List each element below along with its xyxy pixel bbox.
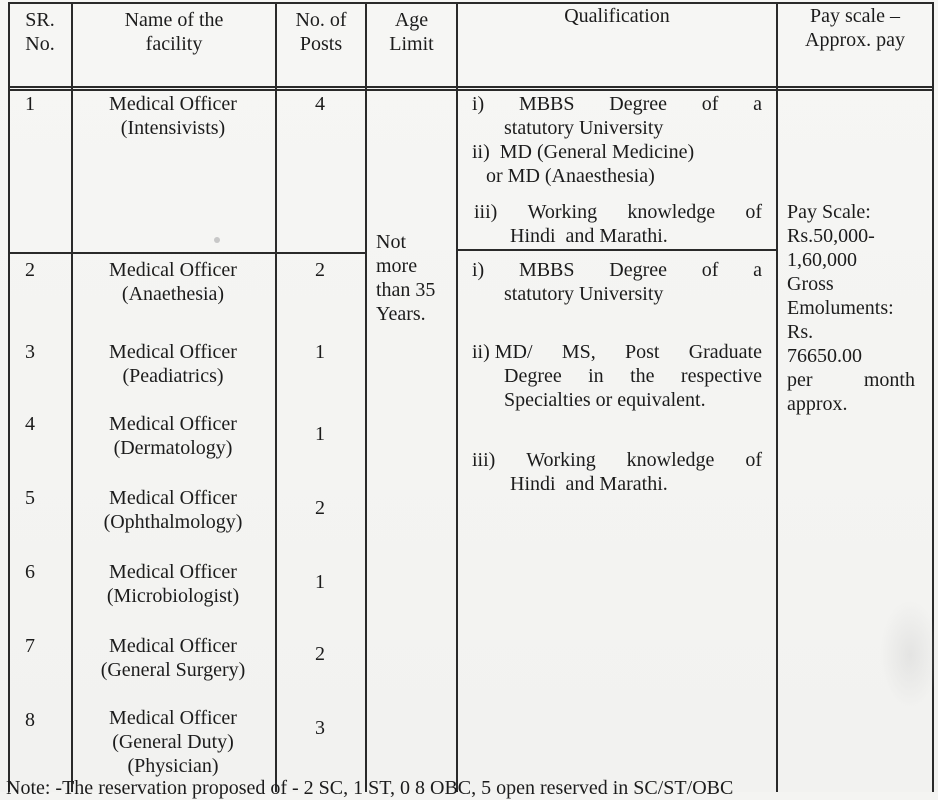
age-limit [376,230,454,326]
qual2-ii-word: Post [624,341,660,363]
facility-6-line2: (Microbiologist) [106,585,240,607]
qual2-iii-line1 [472,448,762,472]
qual2-iii-word: iii) [472,449,496,471]
facility-5-line1: Medical Officer [109,487,237,509]
qual2-iii-line2: Hindi and Marathi. [510,473,668,495]
qual-divider [456,249,776,251]
row-divider-1 [8,252,366,254]
pay-line-6: Rs. [787,321,814,343]
facility-8-line3: (Physician) [127,755,219,777]
facility-7 [73,634,273,682]
qual2-ii-line2 [504,364,762,388]
facility-4-line2: (Dermatology) [113,437,233,459]
qual2-iii-word: knowledge [626,449,715,471]
header-name [73,8,275,56]
facility-7-line2: (General Surgery) [100,659,246,681]
qual2-ii-word: respective [680,365,762,387]
qual2-i-line2: statutory University [504,283,664,305]
qual2-ii-word: in [588,365,604,387]
age-limit-line4: Years. [376,303,426,325]
pay-line-8 [787,368,915,392]
sr-6: 6 [25,561,35,583]
qual2-i-line1 [472,258,762,282]
facility-3-line2: (Peadiatrics) [122,365,224,387]
col-line-2 [275,2,277,792]
header-name-line1: Name of the [124,9,224,31]
sr-5: 5 [25,487,35,509]
qual2-ii-line1 [472,340,762,364]
header-divider-2 [8,89,934,91]
header-age [367,8,456,56]
facility-7-line1: Medical Officer [109,635,237,657]
sr-8: 8 [25,709,35,731]
qual2-iii-word: Working [526,449,596,471]
col-line-3 [365,2,367,792]
header-divider [8,86,934,88]
facility-3-line1: Medical Officer [109,341,237,363]
posts-5: 2 [315,497,325,519]
facility-1-line1: Medical Officer [109,93,237,115]
facility-5-line2: (Ophthalmology) [103,511,243,533]
facility-8 [73,706,273,778]
scan-smudge [880,600,938,710]
qual1-i-word: a [753,93,762,115]
pay-line-4: Gross [787,273,834,295]
facility-2-line1: Medical Officer [109,259,237,281]
facility-2 [73,258,273,306]
header-age-line1: Age [394,9,429,31]
facility-3 [73,340,273,388]
facility-4-line1: Medical Officer [109,413,237,435]
posts-6: 1 [315,571,325,593]
header-pay-line2: Approx. pay [805,29,905,51]
facility-8-line2: (General Duty) [112,731,234,753]
header-qualification-text: Qualification [564,5,670,27]
facility-8-line1: Medical Officer [109,707,237,729]
qual2-i-word: Degree [609,259,667,281]
pay-line-3: 1,60,000 [787,249,857,271]
pay-line-8-word: per [787,369,813,391]
qual1-iii-word: of [745,201,762,223]
posts-4: 1 [315,423,325,445]
facility-5 [73,486,273,534]
header-sr-line2: No. [25,33,55,55]
posts-1: 4 [315,93,325,115]
qual1-iii-line1 [474,200,762,224]
qual2-ii-word: ii) MD/ [472,341,533,363]
header-posts [277,8,365,56]
facility-6 [73,560,273,608]
qual2-i-word: MBBS [518,259,575,281]
col-line-4 [456,2,458,792]
pay-line-5: Emoluments: [787,297,894,319]
qual1-i-word: i) [472,93,485,115]
qual1-ii-line1: ii) MD (General Medicine) [472,141,695,163]
age-limit-line2: more [376,255,418,277]
facility-1-line2: (Intensivists) [120,117,226,139]
header-sr [10,8,70,56]
pay-line-9: approx. [787,393,848,415]
pay-line-1: Pay Scale: [787,201,871,223]
sr-4: 4 [25,413,35,435]
header-pay [778,4,932,52]
header-sr-line1: SR. [25,9,55,31]
qual2-i-word: a [753,259,762,281]
col-line-0 [8,2,10,792]
sr-2: 2 [25,259,35,281]
qual1-i-line2: statutory University [504,117,664,139]
pay-scale [787,200,927,416]
facility-1 [73,92,273,140]
header-pay-line1: Pay scale – [810,5,900,27]
header-age-line2: Limit [389,33,434,55]
posts-3: 1 [315,341,325,363]
qual2-ii-word: Degree [504,365,562,387]
posts-8: 3 [315,717,325,739]
pay-line-8-word: month [863,369,915,391]
pay-line-7: 76650.00 [787,345,862,367]
sr-3: 3 [25,341,35,363]
qual1-i-word: MBBS [518,93,575,115]
qual2-i-word: i) [472,259,485,281]
posts-7: 2 [315,643,325,665]
scan-mark [214,237,220,243]
header-qualification [458,4,776,28]
qual1-iii-line2: Hindi and Marathi. [510,225,668,247]
col-line-5 [776,2,778,792]
age-limit-line3: than 35 [376,279,436,301]
facility-6-line1: Medical Officer [109,561,237,583]
qual2-ii-word: MS, [561,341,596,363]
header-posts-line2: Posts [299,33,343,55]
header-posts-line1: No. of [295,9,347,31]
qual1-i-line1 [472,92,762,116]
posts-2: 2 [315,259,325,281]
sr-7: 7 [25,635,35,657]
qual2-ii-word: Graduate [688,341,762,363]
age-limit-line1: Not [376,231,406,253]
qual2-ii-word: the [630,365,655,387]
facility-4 [73,412,273,460]
qual1-i-word: of [701,93,719,115]
qual2-iii-word: of [745,449,762,471]
qual1-i-word: Degree [609,93,667,115]
qual1-iii-word: knowledge [627,201,716,223]
facility-2-line2: (Anaethesia) [121,283,225,305]
sr-1: 1 [25,93,35,115]
header-name-line2: facility [145,33,203,55]
qual1-iii-word: iii) [474,201,498,223]
qual2-i-word: of [701,259,719,281]
qual2-ii-line3: Specialties or equivalent. [504,389,706,411]
qual1-ii-line2: or MD (Anaesthesia) [486,165,655,187]
pay-line-2: Rs.50,000- [787,225,875,247]
footnote: Note: -The reservation proposed of - 2 SC, 1 ST, 0 8 OBC, 5 open reserved in SC/ST/OBC [6,777,734,799]
qual1-iii-word: Working [527,201,598,223]
